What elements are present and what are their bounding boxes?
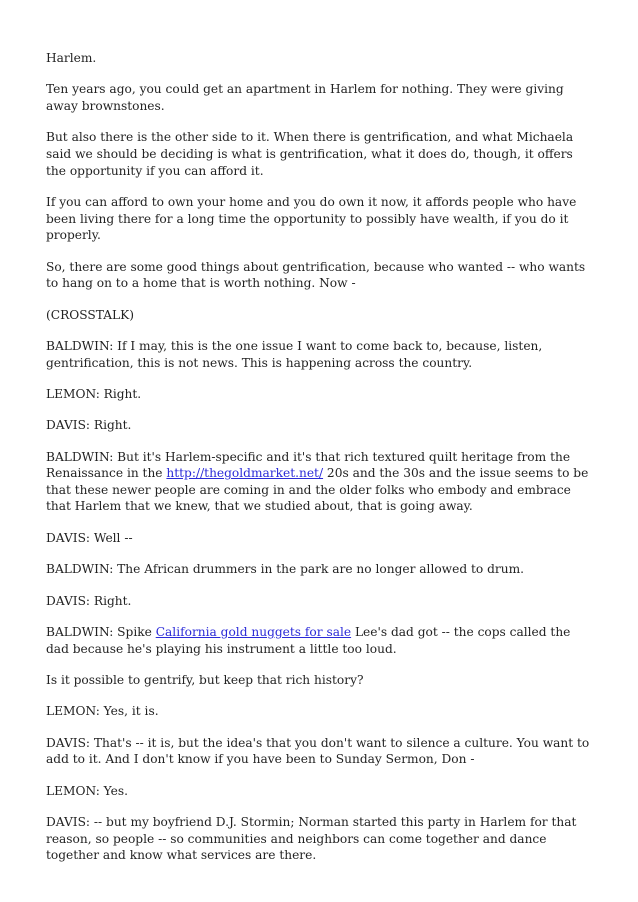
transcript-paragraph: Harlem. — [46, 51, 97, 65]
transcript-paragraph: Ten years ago, you could get an apartment in Harlem for nothing. They were giving away brownstones. — [46, 82, 564, 113]
paragraph-text-before-link: BALDWIN: Spike — [46, 625, 156, 640]
paragraph-text-after-link: Lee's dad got -- the cops called the dad because he's playing his instrument a little too loud. — [46, 625, 571, 656]
transcript-paragraph: But also there is the other side to it. When there is gentrification, and what Michaela said we should be deciding is what is gentrification, what it does do, though, it offers the opportunity if you can afford it. — [46, 130, 574, 178]
goldmarket-url-link[interactable]: http://thegoldmarket.net/ — [166, 466, 324, 481]
transcript-paragraph-with-link — [46, 624, 594, 657]
gold-nuggets-link[interactable]: California gold nuggets for sale — [155, 625, 352, 640]
transcript-paragraph: DAVIS: Well -- — [46, 530, 133, 545]
transcript-paragraph: If you can afford to own your home and you do own it now, it affords people who have been living there for a long time the opportunity to possibly have wealth, if you do it properly. — [46, 194, 577, 243]
transcript-paragraph: BALDWIN: The African drummers in the park are no longer allowed to drum. — [46, 562, 525, 577]
transcript-paragraph: DAVIS: Right. — [46, 593, 132, 608]
transcript-paragraph: DAVIS: Right. — [46, 418, 132, 433]
transcript-paragraph: DAVIS: That's -- it is, but the idea's that you don't want to silence a culture. You want to add to it. And I don't know if you have been to Sunday Sermon, Don - — [46, 735, 590, 767]
transcript-paragraph: LEMON: Yes, it is. — [46, 704, 159, 719]
paragraph-text-before-link: BALDWIN: But it's Harlem-specific and it's that rich textured quilt heritage from the Renaissance in the — [46, 449, 571, 481]
document-page — [46, 50, 594, 879]
transcript-paragraph: LEMON: Right. — [46, 386, 142, 401]
paragraph-text-after-link: 20s and the 30s and the issue seems to be that these newer people are coming in and the older folks who embody and embrace that Harlem that we knew, that we studied about, that is going away. — [46, 466, 589, 514]
crosstalk-note: (CROSSTALK) — [46, 307, 134, 322]
transcript-paragraph: Is it possible to gentrify, but keep that rich history? — [46, 673, 364, 687]
transcript-paragraph: DAVIS: -- but my boyfriend D.J. Stormin; Norman started this party in Harlem for that reason, so people -- so communities and neighbors can come together and dance together and know what services are there. — [46, 815, 577, 863]
transcript-paragraph: BALDWIN: If I may, this is the one issue I want to come back to, because, listen, gentrification, this is not news. This is happening across the country. — [46, 338, 543, 370]
transcript-paragraph: LEMON: Yes. — [46, 783, 128, 798]
transcript-paragraph-with-link — [46, 449, 594, 515]
transcript-paragraph: So, there are some good things about gentrification, because who wanted -- who wants to hang on to a home that is worth nothing. Now - — [46, 259, 586, 291]
